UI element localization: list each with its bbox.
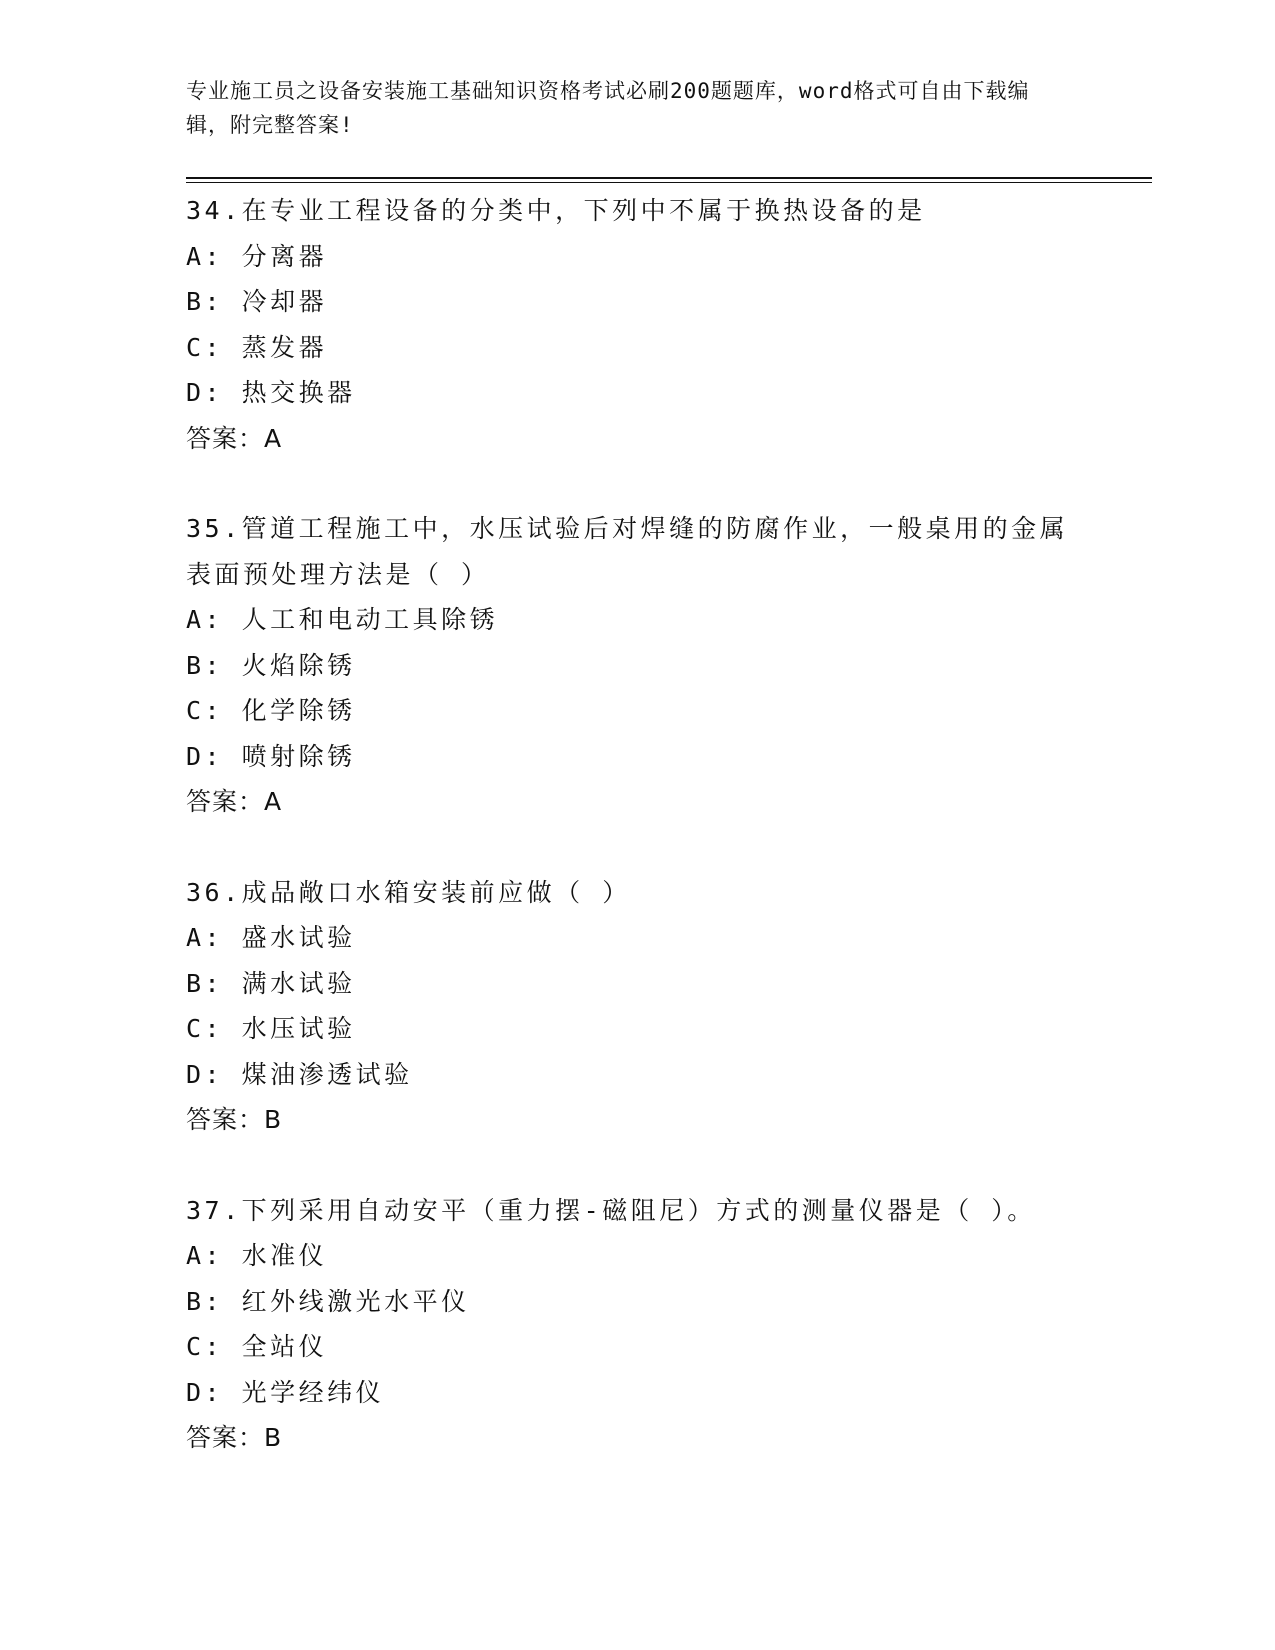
option-c: C: 水压试验 — [186, 1014, 356, 1043]
option-a: A: 水准仪 — [186, 1241, 328, 1270]
option-d: D: 光学经纬仪 — [186, 1377, 385, 1407]
option-d: D: 喷射除锈 — [186, 741, 356, 771]
question-34 — [186, 188, 1086, 461]
option-c: C: 化学除锈 — [186, 696, 356, 725]
question-stem: 37.下列采用自动安平（重力摆-磁阻尼）方式的测量仪器是（ ）。 — [186, 1195, 1036, 1225]
question-35 — [186, 506, 1086, 825]
question-36 — [186, 870, 1086, 1143]
answer-line: 答案：A — [186, 423, 283, 453]
header-rule-thick — [186, 177, 1152, 179]
option-c: C: 全站仪 — [186, 1332, 328, 1361]
question-stem: 34.在专业工程设备的分类中，下列中不属于换热设备的是 — [186, 196, 926, 225]
option-d: D: 热交换器 — [186, 378, 356, 407]
header-rule-thin — [186, 182, 1152, 183]
option-b: B: 红外线激光水平仪 — [186, 1286, 470, 1316]
option-a: A: 人工和电动工具除锈 — [186, 605, 499, 634]
option-a: A: 分离器 — [186, 241, 328, 271]
question-stem: 36.成品敞口水箱安装前应做（ ） — [186, 877, 631, 907]
option-c: C: 蒸发器 — [186, 332, 328, 362]
option-b: B: 满水试验 — [186, 968, 356, 998]
document-header: 专业施工员之设备安装施工基础知识资格考试必刷200题题库，word格式可自由下载编辑，附完整答案! — [186, 79, 1030, 137]
answer-line: 答案：B — [186, 1105, 283, 1134]
option-d: D: 煤油渗透试验 — [186, 1059, 413, 1089]
option-a: A: 盛水试验 — [186, 923, 356, 952]
answer-line: 答案：A — [186, 787, 283, 816]
question-37 — [186, 1188, 1086, 1461]
option-b: B: 冷却器 — [186, 287, 328, 316]
option-b: B: 火焰除锈 — [186, 650, 356, 680]
answer-line: 答案：B — [186, 1423, 283, 1452]
question-stem: 35.管道工程施工中，水压试验后对焊缝的防腐作业，一般桌用的金属表面预处理方法是（ ） — [186, 514, 1069, 589]
question-list — [186, 188, 1086, 1506]
